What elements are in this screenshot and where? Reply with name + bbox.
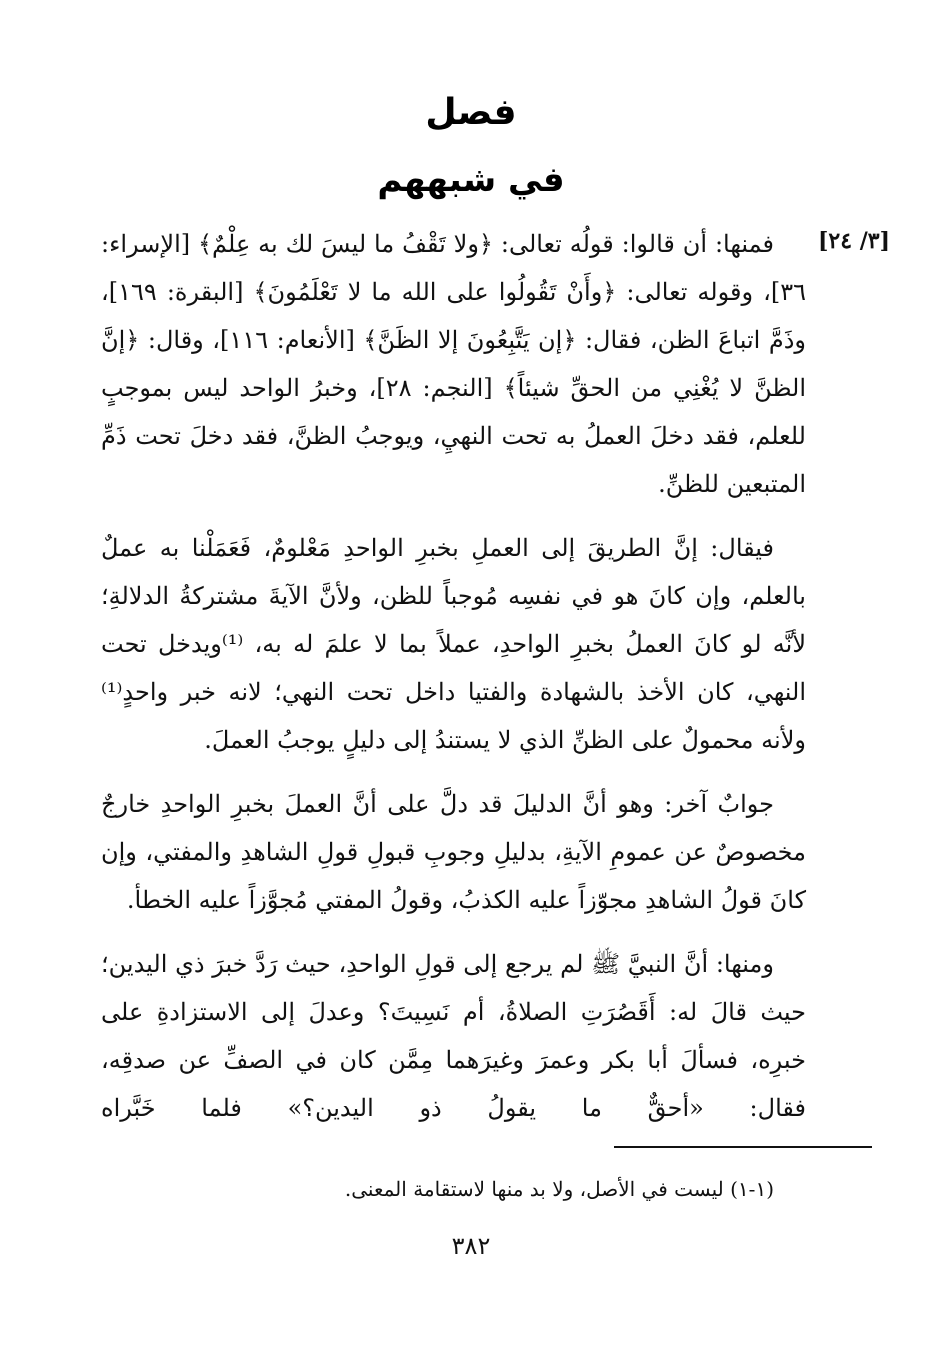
footnote-separator (614, 1146, 872, 1148)
section-subtitle: في شبههم (377, 160, 565, 200)
page-number: ٣٨٢ (451, 1232, 491, 1260)
main-text (101, 220, 806, 1132)
marginal-reference: [٣/ ٢٤] (817, 228, 890, 254)
paragraph-2: فيقال: إنَّ الطريقَ إلى العملِ بخبرِ الواحدِ مَعْلومٌ، فَعَمَلْنا به عملٌ بالعلم، وإن كانَ هو في نفسِه مُوجباً للظن، ولأنَّ الآيةَ مشتركةُ الدلالةِ؛ لأنَّه لو كانَ العملُ بخبرِ الواحدِ، عملاً بما لا علمَ له به، ⁽¹⁾ويدخل تحت النهي، كان الأخذ بالشهادة والفتيا داخل تحت النهي؛ لانه خبر واحدٍ⁽¹⁾ ولأنه محمولٌ على الظنِّ الذي لا يستندُ إلى دليلٍ يوجبُ العملَ. (101, 534, 807, 754)
paragraph-3: جوابٌ آخر: وهو أنَّ الدليلَ قد دلَّ على أنَّ العملَ بخبرِ الواحدِ خارجٌ مخصوصٌ عن عمومِ الآيةِ، بدليلِ وجوبِ قبولِ قولِ الشاهدِ والمفتي، وإن كانَ قولُ الشاهدِ مجوّزاً عليه الكذبُ، وقولُ المفتي مُجوَّزاً عليه الخطأ. (101, 790, 806, 914)
paragraph-4: ومنها: أنَّ النبيَّ ﷺ لم يرجع إلى قولِ الواحدِ، حيث رَدَّ خبرَ ذي اليدين؛ حيث قالَ له: أَقَصُرَتِ الصلاةُ، أم نَسِيتَ؟ وعدلَ إلى الاستزادةِ على خبرِه، فسألَ أبا بكر وعمرَ وغيرَهما مِمَّن كان في الصفِّ عن صدقِه، فقال: «أحقٌّ ما يقولُ ذو اليدين؟» فلما خَبَّراه (101, 950, 806, 1122)
paragraph-1: فمنها: أن قالوا: قولُه تعالى: ﴿ولا تَقْفُ ما ليسَ لك به عِلْمٌ﴾ [الإسراء: ٣٦]، وقوله تعالى: ﴿وأَنْ تَقُولُوا على الله ما لا تَعْلَمُونَ﴾ [البقرة: ١٦٩]، وذَمَّ اتباعَ الظن، فقال: ﴿إن يَتَّبِعُونَ إلا الظَنَّ﴾ [الأنعام: ١١٦]، وقال: ﴿إنَّ الظنَّ لا يُغْنِي من الحقِّ شيئاً﴾ [النجم: ٢٨]، وخبرُ الواحد ليس بموجبٍ للعلم، فقد دخلَ العملُ به تحت النهيِ، ويوجبُ الظنَّ، فقد دخلَ تحت ذَمِّ المتبعين للظنِّ. (101, 230, 806, 498)
footnote: (١-١) ليست في الأصل، ولا بد منها لاستقامة المعنى. (344, 1177, 774, 1201)
section-title: فصل (425, 92, 517, 133)
